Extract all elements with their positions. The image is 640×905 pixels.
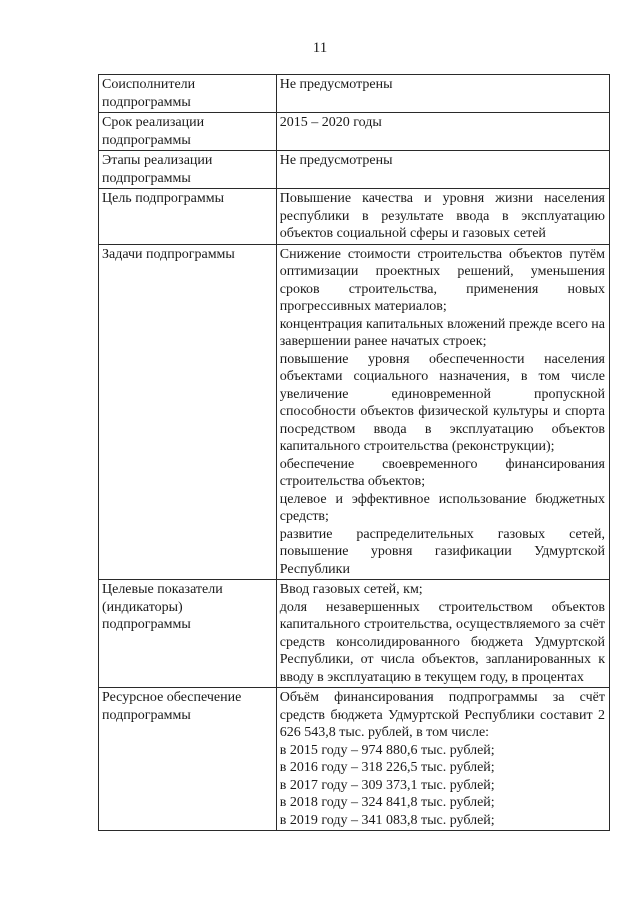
row-value: Не предусмотрены bbox=[276, 75, 609, 113]
list-item: Ввод газовых сетей, км; bbox=[279, 582, 423, 597]
row-value-list bbox=[276, 688, 609, 831]
subprogram-passport-table bbox=[98, 74, 610, 831]
row-value: Повышение качества и уровня жизни населения республики в результате ввода в эксплуатацию объектов социальной сферы и газовых сетей bbox=[276, 189, 609, 245]
row-label: Задачи подпрограммы bbox=[99, 244, 277, 580]
list-item: в 2016 году – 318 226,5 тыс. рублей; bbox=[279, 760, 495, 775]
list-item: повышение уровня обеспеченности населения объектами социального назначения, в том числе увеличение единовременной пропускной способности объектов физической культуры и спорта посредством ввода в эксплуатацию объектов капитального строительства (реконструкции); bbox=[279, 351, 605, 454]
list-item: Объём финансирования подпрограммы за счёт средств бюджета Удмуртской Республики составит 2 626 543,8 тыс. рублей, в том числе: bbox=[279, 690, 605, 740]
list-item: в 2018 году – 324 841,8 тыс. рублей; bbox=[279, 795, 495, 810]
list-item: обеспечение своевременного финансирования строительства объектов; bbox=[279, 456, 605, 489]
list-item: в 2015 году – 974 880,6 тыс. рублей; bbox=[279, 742, 495, 758]
row-label: Срок реализации подпрограммы bbox=[99, 113, 277, 151]
table-row bbox=[99, 580, 610, 688]
row-label: Ресурсное обеспечение подпрограммы bbox=[99, 688, 277, 831]
row-label: Соисполнители подпрограммы bbox=[99, 75, 277, 113]
table-row bbox=[99, 688, 610, 831]
row-label: Целевые показатели (индикаторы) подпрограммы bbox=[99, 580, 277, 688]
row-label: Цель подпрограммы bbox=[99, 189, 277, 245]
list-item: в 2019 году – 341 083,8 тыс. рублей; bbox=[279, 812, 495, 828]
list-item: развитие распределительных газовых сетей, повышение уровня газификации Удмуртской Республики bbox=[279, 526, 605, 577]
list-item: в 2017 году – 309 373,1 тыс. рублей; bbox=[279, 777, 495, 793]
table-row bbox=[99, 113, 610, 151]
row-value-list bbox=[276, 580, 609, 688]
table-row bbox=[99, 75, 610, 113]
row-value-list bbox=[276, 244, 609, 580]
table-row bbox=[99, 151, 610, 189]
table-row bbox=[99, 189, 610, 245]
page-number: 11 bbox=[312, 40, 328, 56]
row-value: 2015 – 2020 годы bbox=[276, 113, 609, 151]
list-item: доля незавершенных строительством объектов капитального строительства, осуществляемого за счёт средств консолидированного бюджета Удмуртской Республики, от числа объектов, запланированных к вводу в эксплуатацию в текущем году, в процентах bbox=[279, 599, 605, 685]
list-item: Снижение стоимости строительства объектов путём оптимизации проектных решений, уменьшения сроков строительства, применения новых прогрессивных материалов; bbox=[279, 246, 605, 314]
list-item: концентрация капитальных вложений прежде всего на завершении ранее начатых строек; bbox=[279, 316, 605, 349]
list-item: целевое и эффективное использование бюджетных средств; bbox=[279, 491, 605, 524]
row-label: Этапы реализации подпрограммы bbox=[99, 151, 277, 189]
table-row bbox=[99, 244, 610, 580]
row-value: Не предусмотрены bbox=[276, 151, 609, 189]
